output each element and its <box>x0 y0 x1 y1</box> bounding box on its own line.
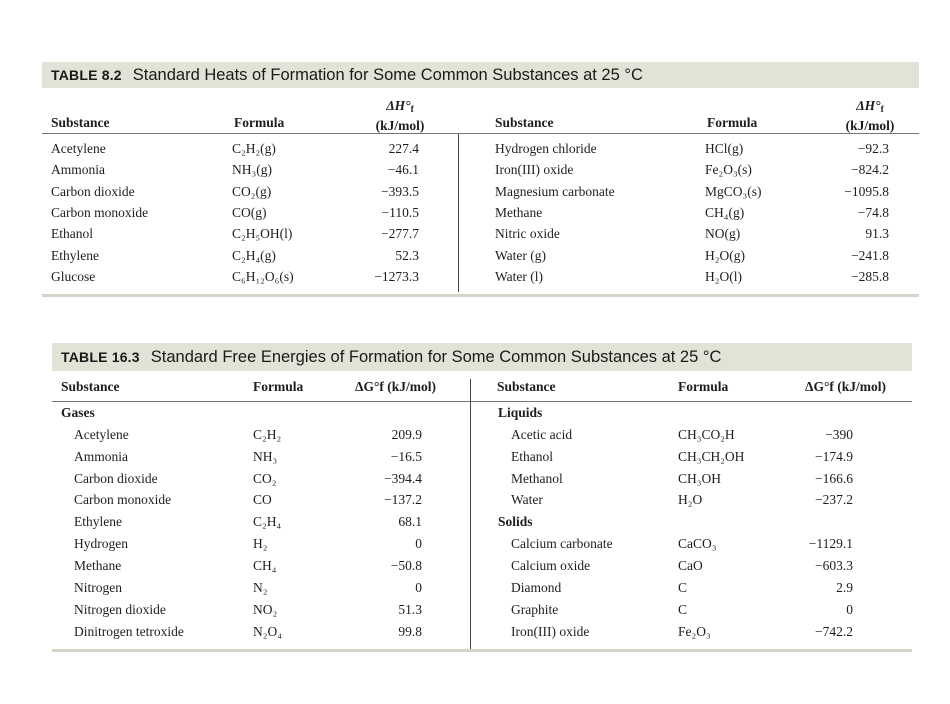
t163-formula-left: N₂O₄ <box>253 623 282 639</box>
t163-header-formula-left: Formula <box>253 379 304 394</box>
t163-header-substance-right: Substance <box>497 379 556 394</box>
t82-header-rule <box>42 133 919 134</box>
t163-substance-right: Diamond <box>511 579 562 595</box>
t163-substance-right: Acetic acid <box>511 426 573 442</box>
t82-header-dh-units-right: (kJ/mol) <box>845 118 895 133</box>
t163-formula-right: CaCO₃ <box>678 536 717 552</box>
t163-substance-left: Carbon monoxide <box>74 492 172 508</box>
t82-formula-right: NO(g) <box>705 226 741 242</box>
t82-header-substance-right: Substance <box>495 115 554 130</box>
t82-value-left: 52.3 <box>395 247 419 263</box>
t163-value-right: −166.6 <box>815 470 853 486</box>
t82-header-substance-left: Substance <box>51 115 110 130</box>
table-8-2-title: Standard Heats of Formation for Some Common Substances at 25 °C <box>132 66 643 84</box>
t82-formula-left: C₂H₂(g) <box>232 141 276 156</box>
t82-formula-left: CO₂(g) <box>232 183 272 199</box>
t163-category-right: Liquids <box>498 405 543 420</box>
t163-formula-right: C <box>678 579 688 595</box>
t163-header-dg-left: ΔG°f (kJ/mol) <box>355 379 436 394</box>
t163-value-left: −394.4 <box>384 470 422 486</box>
t163-category-right: Solids <box>498 514 533 530</box>
t82-formula-left: C₆H₁₂O₆(s) <box>232 268 294 284</box>
t82-value-left: −110.5 <box>381 204 419 220</box>
t163-value-right: −237.2 <box>815 492 853 508</box>
t82-substance-right: Nitric oxide <box>495 226 560 242</box>
t163-header-dg-right: ΔG°f (kJ/mol) <box>805 379 886 394</box>
t163-formula-left: C₂H₂ <box>253 426 282 442</box>
t163-substance-right: Water <box>511 492 543 508</box>
t163-substance-right: Iron(III) oxide <box>511 623 590 639</box>
t82-header-formula-left: Formula <box>234 115 285 130</box>
t82-column-divider <box>458 134 459 292</box>
t163-formula-left: NH₃ <box>253 448 278 464</box>
t163-substance-left: Dinitrogen tetroxide <box>74 623 184 639</box>
t82-value-right: −92.3 <box>857 141 889 156</box>
t163-formula-left: CH₄ <box>253 557 277 573</box>
t163-substance-left: Methane <box>74 557 122 573</box>
table-8-2 <box>42 62 919 298</box>
t163-value-left: 0 <box>415 536 422 552</box>
t163-value-right: −174.9 <box>815 448 853 464</box>
t163-substance-right: Ethanol <box>511 448 553 464</box>
t82-formula-left: NH₃(g) <box>232 162 272 178</box>
t163-formula-left: C₂H₄ <box>253 514 282 530</box>
t82-value-right: −241.8 <box>851 247 889 263</box>
t82-formula-right: H₂O(g) <box>705 247 745 263</box>
t82-value-left: −1273.3 <box>374 268 419 284</box>
t82-formula-left: CO(g) <box>232 204 267 220</box>
t82-formula-left: C₂H₅OH(l) <box>232 226 293 242</box>
t82-value-left: 227.4 <box>388 141 419 156</box>
t163-substance-left: Hydrogen <box>74 536 128 552</box>
t163-header-substance-left: Substance <box>61 379 120 394</box>
t82-formula-left: C₂H₄(g) <box>232 247 276 263</box>
t82-formula-right: CH₄(g) <box>705 204 745 220</box>
t82-formula-right: Fe₂O₃(s) <box>705 162 752 178</box>
t82-header-dh-symbol-left: $\Delta H^\circ_f$ <box>386 98 414 115</box>
t82-formula-right: HCl(g) <box>705 141 744 156</box>
t82-header-formula-right: Formula <box>707 115 758 130</box>
table-16-3 <box>52 343 912 653</box>
t163-value-right: −603.3 <box>815 557 853 573</box>
table-16-3-title-bar <box>52 343 912 371</box>
t82-substance-left: Ethylene <box>51 247 99 263</box>
t163-substance-left: Nitrogen <box>74 579 122 595</box>
t163-value-left: −16.5 <box>390 448 422 464</box>
t163-category-left: Gases <box>61 405 95 420</box>
t82-substance-left: Carbon monoxide <box>51 204 149 220</box>
t163-value-right: 0 <box>846 601 853 617</box>
t163-formula-left: H₂ <box>253 536 268 552</box>
t82-substance-left: Carbon dioxide <box>51 183 135 199</box>
t163-value-left: 99.8 <box>398 623 422 639</box>
t163-value-right: 2.9 <box>836 579 853 595</box>
t82-formula-right: H₂O(l) <box>705 268 742 284</box>
t82-value-left: −277.7 <box>381 226 419 242</box>
t82-substance-left: Ethanol <box>51 226 93 242</box>
t163-formula-right: CH₃OH <box>678 470 721 486</box>
t163-bottom-rule <box>52 649 912 652</box>
t163-substance-right: Calcium oxide <box>511 557 591 573</box>
t82-substance-left: Acetylene <box>51 141 106 156</box>
t163-formula-left: N₂ <box>253 579 268 595</box>
t82-header-dh-right <box>830 98 910 134</box>
t163-substance-left: Ethylene <box>74 514 122 530</box>
t82-header-dh-left <box>360 98 440 134</box>
t163-value-right: −390 <box>825 426 853 442</box>
t163-substance-right: Methanol <box>511 470 563 486</box>
table-16-3-title: Standard Free Energies of Formation for Some Common Substances at 25 °C <box>150 348 722 366</box>
t163-formula-left: NO₂ <box>253 601 278 617</box>
t163-value-left: 68.1 <box>398 514 422 530</box>
t82-substance-left: Glucose <box>51 268 96 284</box>
t82-substance-right: Methane <box>495 204 543 220</box>
t163-value-left: −137.2 <box>384 492 422 508</box>
t82-substance-left: Ammonia <box>51 162 105 178</box>
t163-substance-right: Calcium carbonate <box>511 536 613 552</box>
t163-formula-right: CH₃CH₂OH <box>678 448 745 464</box>
t163-value-left: 51.3 <box>398 601 422 617</box>
t82-formula-right: MgCO₃(s) <box>705 183 762 199</box>
t82-value-right: −1095.8 <box>844 183 889 199</box>
table-8-2-title-bar <box>42 62 919 88</box>
t163-header-rule <box>52 401 912 402</box>
t163-formula-right: CH₃CO₂H <box>678 426 735 442</box>
t163-value-right: −1129.1 <box>808 536 853 552</box>
t82-value-right: −74.8 <box>857 204 889 220</box>
t163-header-formula-right: Formula <box>678 379 729 394</box>
t82-value-left: −46.1 <box>387 162 419 178</box>
t163-formula-right: CaO <box>678 557 703 573</box>
table-8-2-number: TABLE 8.2 <box>51 67 122 83</box>
t82-substance-right: Water (l) <box>495 268 544 284</box>
t82-substance-right: Water (g) <box>495 247 547 263</box>
t82-value-right: −824.2 <box>851 162 889 178</box>
t163-formula-right: C <box>678 601 688 617</box>
t163-substance-left: Carbon dioxide <box>74 470 158 486</box>
table-16-3-number: TABLE 16.3 <box>61 349 140 365</box>
t163-value-left: 0 <box>415 579 422 595</box>
t82-substance-right: Hydrogen chloride <box>495 141 597 156</box>
t163-formula-right: Fe₂O₃ <box>678 623 711 639</box>
t163-substance-left: Nitrogen dioxide <box>74 601 166 617</box>
t163-value-right: −742.2 <box>815 623 853 639</box>
t163-value-left: 209.9 <box>391 426 422 442</box>
t82-bottom-rule <box>42 294 919 297</box>
t82-value-right: −285.8 <box>851 268 889 284</box>
t163-column-divider <box>470 379 471 649</box>
t82-header-dh-units-left: (kJ/mol) <box>375 118 425 133</box>
t82-value-right: 91.3 <box>865 226 889 242</box>
t82-value-left: −393.5 <box>381 183 419 199</box>
t163-formula-left: CO <box>253 492 272 508</box>
t163-substance-right: Graphite <box>511 601 559 617</box>
t163-substance-left: Ammonia <box>74 448 128 464</box>
t163-formula-left: CO₂ <box>253 470 277 486</box>
t82-substance-right: Iron(III) oxide <box>495 162 574 178</box>
t82-substance-right: Magnesium carbonate <box>495 183 615 199</box>
t82-header-dh-symbol-right: $\Delta H^\circ_f$ <box>856 98 884 115</box>
t163-substance-left: Acetylene <box>74 426 129 442</box>
t163-value-left: −50.8 <box>390 557 422 573</box>
t163-formula-right: H₂O <box>678 492 703 508</box>
